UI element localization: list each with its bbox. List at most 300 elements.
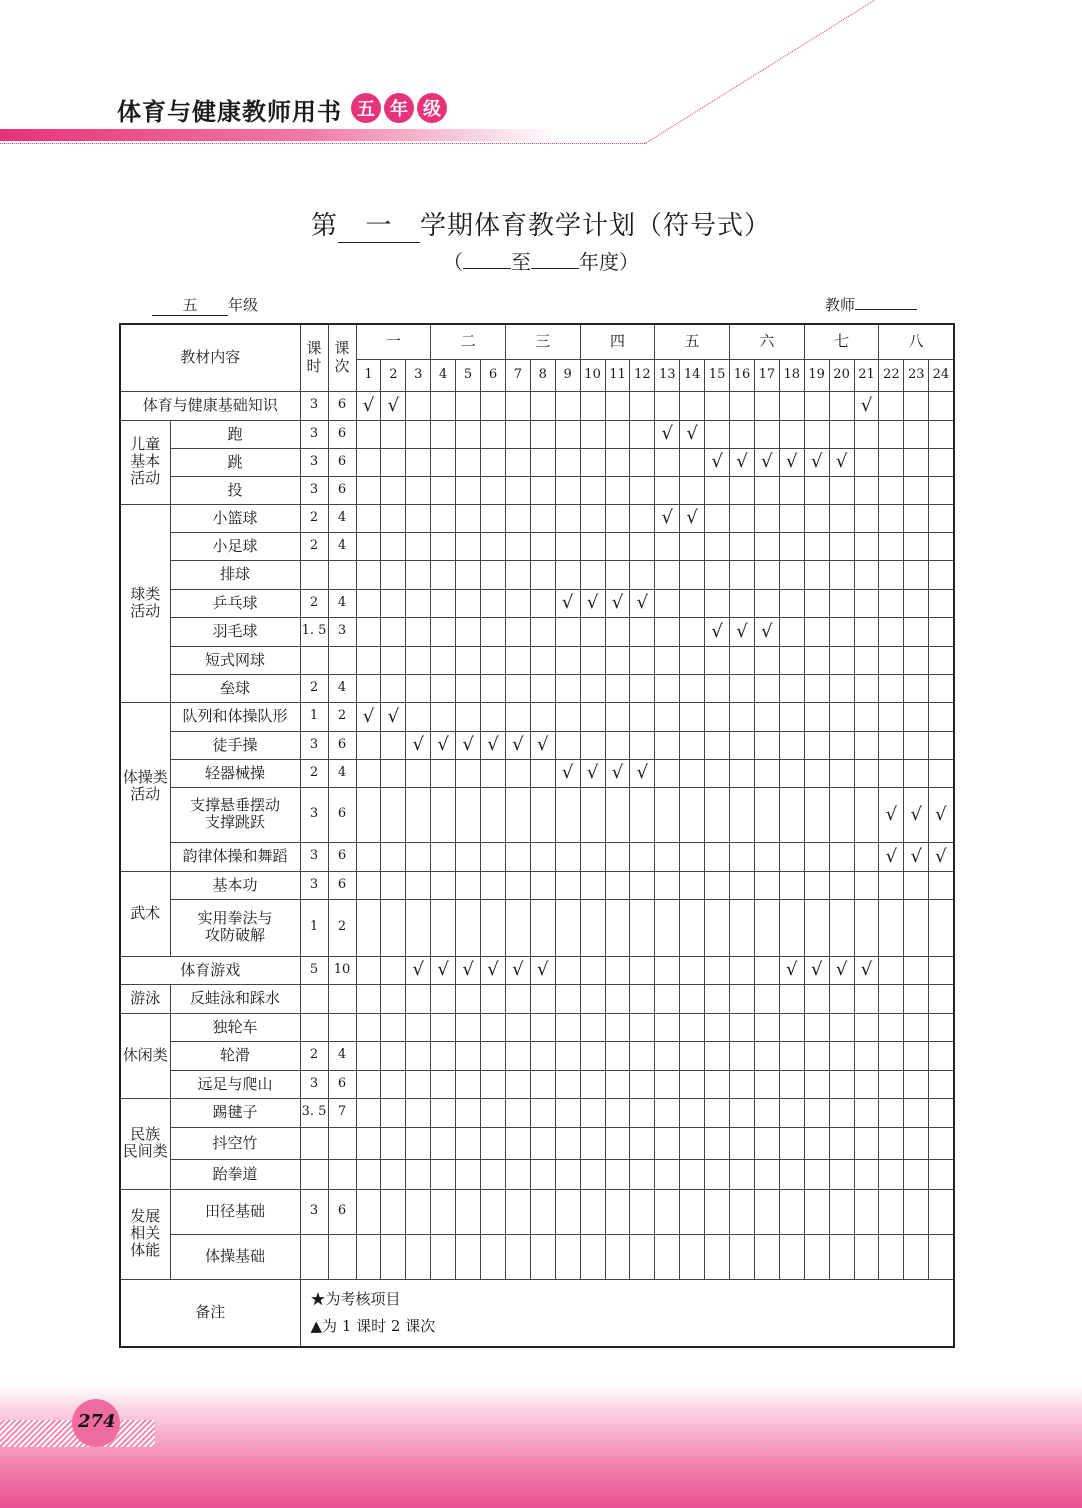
times-cell: 4 — [328, 759, 356, 787]
week-cell — [505, 448, 530, 476]
notes-content — [300, 1279, 954, 1347]
week-cell — [929, 1159, 954, 1189]
week-cell — [530, 1234, 555, 1279]
week-cell — [555, 448, 580, 476]
week-cell — [854, 1098, 879, 1127]
week-cell — [505, 420, 530, 448]
week-cell — [655, 871, 680, 899]
week-cell — [456, 646, 481, 674]
week-cell — [630, 391, 655, 420]
week-cell — [505, 702, 530, 731]
category-swim-label: 游泳 — [130, 989, 161, 1008]
month-header: 二 — [431, 324, 506, 359]
week-header: 15 — [705, 359, 730, 391]
week-cell — [854, 420, 879, 448]
plan-title: 第 一 学期体育教学计划（符号式） — [0, 205, 1082, 243]
week-cell — [456, 842, 481, 871]
category-leisure-label: 休闲类 — [122, 1046, 168, 1065]
week-cell — [929, 420, 954, 448]
week-cell — [804, 1013, 829, 1041]
table-row — [120, 759, 954, 787]
week-cell — [505, 589, 530, 617]
month-header: 三 — [505, 324, 580, 359]
week-cell — [730, 871, 755, 899]
category-child-label: 儿童 基本 活动 — [130, 434, 161, 488]
hours-cell: 3 — [300, 871, 328, 899]
week-cell — [605, 476, 630, 504]
week-cell — [929, 759, 954, 787]
check-mark: √ — [754, 448, 779, 476]
table-row — [120, 1098, 954, 1127]
times-cell — [328, 646, 356, 674]
week-cell — [580, 1189, 605, 1234]
times-cell — [328, 560, 356, 589]
week-cell — [705, 759, 730, 787]
week-cell — [705, 702, 730, 731]
week-cell — [754, 1159, 779, 1189]
week-cell — [904, 476, 929, 504]
week-cell — [754, 560, 779, 589]
week-cell — [879, 1041, 904, 1070]
week-cell — [829, 759, 854, 787]
check-mark: √ — [481, 956, 506, 984]
week-cell — [779, 617, 804, 646]
item-name: 田径基础 — [170, 1189, 300, 1234]
week-cell — [829, 702, 854, 731]
week-cell — [530, 504, 555, 532]
week-cell — [929, 617, 954, 646]
week-cell — [854, 1041, 879, 1070]
item-name: 远足与爬山 — [170, 1070, 300, 1098]
item-name: 轮滑 — [170, 1041, 300, 1070]
week-cell — [406, 448, 431, 476]
week-cell — [630, 1098, 655, 1127]
week-cell — [730, 956, 755, 984]
week-cell — [879, 702, 904, 731]
month-header: 一 — [356, 324, 431, 359]
week-cell — [605, 1189, 630, 1234]
week-cell — [904, 1070, 929, 1098]
week-cell — [879, 1159, 904, 1189]
week-cell — [580, 984, 605, 1013]
week-cell — [456, 1159, 481, 1189]
week-cell — [481, 391, 506, 420]
week-header: 10 — [580, 359, 605, 391]
week-cell — [630, 1159, 655, 1189]
week-cell — [929, 731, 954, 759]
times-cell: 6 — [328, 787, 356, 842]
week-cell — [730, 674, 755, 702]
week-cell — [580, 1159, 605, 1189]
week-cell — [456, 391, 481, 420]
week-cell — [431, 759, 456, 787]
week-cell — [730, 1234, 755, 1279]
week-cell — [555, 1013, 580, 1041]
week-cell — [630, 702, 655, 731]
week-cell — [580, 1127, 605, 1159]
week-cell — [580, 1070, 605, 1098]
week-cell — [929, 702, 954, 731]
week-cell — [481, 1234, 506, 1279]
week-cell — [530, 391, 555, 420]
week-cell — [356, 759, 381, 787]
week-cell — [904, 702, 929, 731]
hours-cell: 3 — [300, 448, 328, 476]
week-cell — [580, 674, 605, 702]
week-cell — [829, 787, 854, 842]
week-cell — [829, 1041, 854, 1070]
check-mark: √ — [605, 759, 630, 787]
week-cell — [505, 1234, 530, 1279]
week-cell — [879, 956, 904, 984]
week-cell — [854, 1189, 879, 1234]
week-cell — [456, 674, 481, 702]
week-header: 5 — [456, 359, 481, 391]
week-cell — [730, 476, 755, 504]
week-cell — [829, 532, 854, 560]
week-cell — [630, 1189, 655, 1234]
week-cell — [804, 420, 829, 448]
week-cell — [605, 391, 630, 420]
week-cell — [730, 504, 755, 532]
week-cell — [754, 759, 779, 787]
header-content: 教材内容 — [120, 324, 300, 391]
week-cell — [730, 1013, 755, 1041]
week-cell — [456, 1127, 481, 1159]
header-band — [0, 129, 560, 141]
week-cell — [406, 1159, 431, 1189]
week-cell — [555, 842, 580, 871]
week-cell — [605, 871, 630, 899]
table-row — [120, 984, 954, 1013]
week-header: 3 — [406, 359, 431, 391]
week-cell — [904, 1189, 929, 1234]
item-label: 实用拳法与 攻防破解 — [197, 909, 273, 945]
week-cell — [854, 1127, 879, 1159]
week-cell — [730, 984, 755, 1013]
page-number: 274 — [78, 1411, 116, 1432]
week-header: 19 — [804, 359, 829, 391]
week-cell — [854, 899, 879, 956]
week-cell — [655, 702, 680, 731]
week-cell — [530, 448, 555, 476]
times-cell: 6 — [328, 476, 356, 504]
week-cell — [381, 560, 406, 589]
semester-blank: 一 — [338, 205, 420, 243]
week-cell — [481, 1159, 506, 1189]
week-cell — [854, 731, 879, 759]
week-cell — [381, 532, 406, 560]
week-cell — [580, 702, 605, 731]
times-cell: 6 — [328, 731, 356, 759]
week-cell — [879, 1189, 904, 1234]
week-cell — [705, 674, 730, 702]
week-cell — [730, 731, 755, 759]
week-cell — [505, 646, 530, 674]
hours-cell: 3 — [300, 1189, 328, 1234]
hours-cell — [300, 1013, 328, 1041]
week-cell — [754, 532, 779, 560]
week-cell — [804, 560, 829, 589]
week-cell — [854, 787, 879, 842]
week-cell — [555, 702, 580, 731]
week-header: 16 — [730, 359, 755, 391]
week-cell — [879, 1013, 904, 1041]
week-cell — [431, 899, 456, 956]
week-cell — [530, 1070, 555, 1098]
check-mark: √ — [530, 956, 555, 984]
week-cell — [456, 560, 481, 589]
week-cell — [754, 899, 779, 956]
week-cell — [381, 899, 406, 956]
hours-cell: 3 — [300, 391, 328, 420]
hours-cell — [300, 1159, 328, 1189]
week-cell — [829, 899, 854, 956]
week-cell — [680, 984, 705, 1013]
week-cell — [431, 617, 456, 646]
week-cell — [630, 1070, 655, 1098]
week-cell — [530, 589, 555, 617]
times-cell: 6 — [328, 448, 356, 476]
week-cell — [730, 1070, 755, 1098]
week-cell — [804, 731, 829, 759]
month-header: 八 — [879, 324, 954, 359]
category-gym — [120, 702, 170, 871]
notes-label: 备注 — [120, 1279, 300, 1347]
hours-cell — [300, 646, 328, 674]
grade-value: 五 — [152, 294, 228, 316]
check-mark: √ — [829, 956, 854, 984]
check-mark: √ — [356, 391, 381, 420]
item-name: 垒球 — [170, 674, 300, 702]
week-cell — [680, 1070, 705, 1098]
week-cell — [854, 674, 879, 702]
week-cell — [431, 1127, 456, 1159]
times-cell — [328, 1013, 356, 1041]
week-cell — [481, 674, 506, 702]
week-cell — [381, 646, 406, 674]
week-cell — [505, 476, 530, 504]
week-cell — [779, 984, 804, 1013]
week-cell — [804, 532, 829, 560]
week-cell — [730, 1041, 755, 1070]
week-cell — [779, 646, 804, 674]
table-row — [120, 956, 954, 984]
week-cell — [655, 984, 680, 1013]
week-cell — [481, 871, 506, 899]
week-cell — [929, 1070, 954, 1098]
check-mark: √ — [854, 956, 879, 984]
week-cell — [530, 1013, 555, 1041]
week-cell — [804, 1070, 829, 1098]
hours-cell: 3 — [300, 420, 328, 448]
week-cell — [406, 842, 431, 871]
item-name — [170, 787, 300, 842]
hours-cell: 3 — [300, 787, 328, 842]
week-cell — [580, 1234, 605, 1279]
item-name: 踢毽子 — [170, 1098, 300, 1127]
week-cell — [456, 1189, 481, 1234]
table-row — [120, 532, 954, 560]
week-cell — [630, 1041, 655, 1070]
header-dotted-line — [0, 143, 645, 144]
month-header: 七 — [804, 324, 879, 359]
week-cell — [456, 899, 481, 956]
item-name: 徒手操 — [170, 731, 300, 759]
week-cell — [754, 1189, 779, 1234]
week-cell — [630, 984, 655, 1013]
week-cell — [705, 984, 730, 1013]
week-cell — [754, 842, 779, 871]
check-mark: √ — [630, 759, 655, 787]
week-header: 22 — [879, 359, 904, 391]
week-cell — [505, 532, 530, 560]
week-cell — [829, 1159, 854, 1189]
item-name: 基本功 — [170, 871, 300, 899]
week-cell — [904, 1234, 929, 1279]
check-mark: √ — [530, 731, 555, 759]
week-cell — [456, 1013, 481, 1041]
week-cell — [730, 532, 755, 560]
week-cell — [555, 504, 580, 532]
week-cell — [505, 759, 530, 787]
week-cell — [879, 532, 904, 560]
week-cell — [530, 1041, 555, 1070]
header-hours-label: 课 时 — [306, 339, 322, 375]
week-cell — [381, 759, 406, 787]
check-mark: √ — [705, 617, 730, 646]
times-cell: 6 — [328, 1189, 356, 1234]
week-cell — [929, 646, 954, 674]
table-row — [120, 589, 954, 617]
item-name: 排球 — [170, 560, 300, 589]
table-row — [120, 1041, 954, 1070]
week-header: 1 — [356, 359, 381, 391]
check-mark: √ — [381, 391, 406, 420]
week-cell — [730, 420, 755, 448]
week-cell — [356, 1127, 381, 1159]
week-cell — [804, 899, 829, 956]
week-cell — [829, 871, 854, 899]
week-cell — [754, 787, 779, 842]
week-cell — [779, 1189, 804, 1234]
week-cell — [705, 842, 730, 871]
week-cell — [431, 391, 456, 420]
plan-year-line: （ 至 年度） — [443, 250, 639, 274]
week-cell — [580, 1041, 605, 1070]
week-cell — [904, 589, 929, 617]
week-cell — [730, 1098, 755, 1127]
table-row — [120, 391, 954, 420]
week-cell — [730, 1127, 755, 1159]
week-cell — [406, 1041, 431, 1070]
week-cell — [754, 702, 779, 731]
week-cell — [730, 589, 755, 617]
week-cell — [481, 984, 506, 1013]
week-cell — [530, 787, 555, 842]
table-row — [120, 674, 954, 702]
week-cell — [655, 589, 680, 617]
week-cell — [431, 560, 456, 589]
week-cell — [530, 842, 555, 871]
item-name: 羽毛球 — [170, 617, 300, 646]
week-cell — [705, 646, 730, 674]
week-cell — [555, 731, 580, 759]
check-mark: √ — [555, 759, 580, 787]
hours-cell: 3 — [300, 731, 328, 759]
week-cell — [929, 532, 954, 560]
week-cell — [431, 1098, 456, 1127]
week-header: 12 — [630, 359, 655, 391]
week-cell — [630, 617, 655, 646]
week-cell — [680, 476, 705, 504]
week-cell — [655, 1234, 680, 1279]
week-cell — [680, 617, 705, 646]
week-cell — [655, 1159, 680, 1189]
table-row — [120, 1127, 954, 1159]
book-title: 体育与健康教师用书 — [117, 97, 342, 126]
week-cell — [481, 617, 506, 646]
week-cell — [580, 1013, 605, 1041]
times-cell: 6 — [328, 842, 356, 871]
week-cell — [929, 391, 954, 420]
week-cell — [705, 787, 730, 842]
times-cell: 4 — [328, 504, 356, 532]
week-cell — [854, 476, 879, 504]
week-cell — [406, 1234, 431, 1279]
week-cell — [854, 617, 879, 646]
week-cell — [431, 476, 456, 504]
week-cell — [804, 1127, 829, 1159]
week-cell — [680, 1098, 705, 1127]
week-cell — [555, 420, 580, 448]
week-cell — [730, 702, 755, 731]
week-cell — [779, 871, 804, 899]
item-name: 体育游戏 — [120, 956, 300, 984]
hours-cell: 2 — [300, 532, 328, 560]
check-mark: √ — [630, 589, 655, 617]
week-cell — [879, 1234, 904, 1279]
table-row — [120, 1013, 954, 1041]
times-cell: 10 — [328, 956, 356, 984]
week-cell — [705, 731, 730, 759]
week-cell — [904, 1013, 929, 1041]
week-cell — [779, 1070, 804, 1098]
week-cell — [381, 731, 406, 759]
month-header: 四 — [580, 324, 655, 359]
week-cell — [630, 420, 655, 448]
week-cell — [705, 1127, 730, 1159]
week-cell — [879, 646, 904, 674]
week-cell — [754, 1127, 779, 1159]
note-lesson: ▲为 1 课时 2 课次 — [310, 1316, 436, 1335]
week-cell — [904, 759, 929, 787]
category-fitness — [120, 1189, 170, 1279]
item-name: 短式网球 — [170, 646, 300, 674]
week-cell — [680, 674, 705, 702]
week-cell — [431, 842, 456, 871]
hours-cell — [300, 560, 328, 589]
check-mark: √ — [904, 787, 929, 842]
week-cell — [580, 646, 605, 674]
times-cell: 6 — [328, 1070, 356, 1098]
week-cell — [481, 448, 506, 476]
week-cell — [705, 420, 730, 448]
table-row — [120, 504, 954, 532]
week-cell — [754, 1013, 779, 1041]
week-cell — [605, 532, 630, 560]
week-cell — [381, 420, 406, 448]
